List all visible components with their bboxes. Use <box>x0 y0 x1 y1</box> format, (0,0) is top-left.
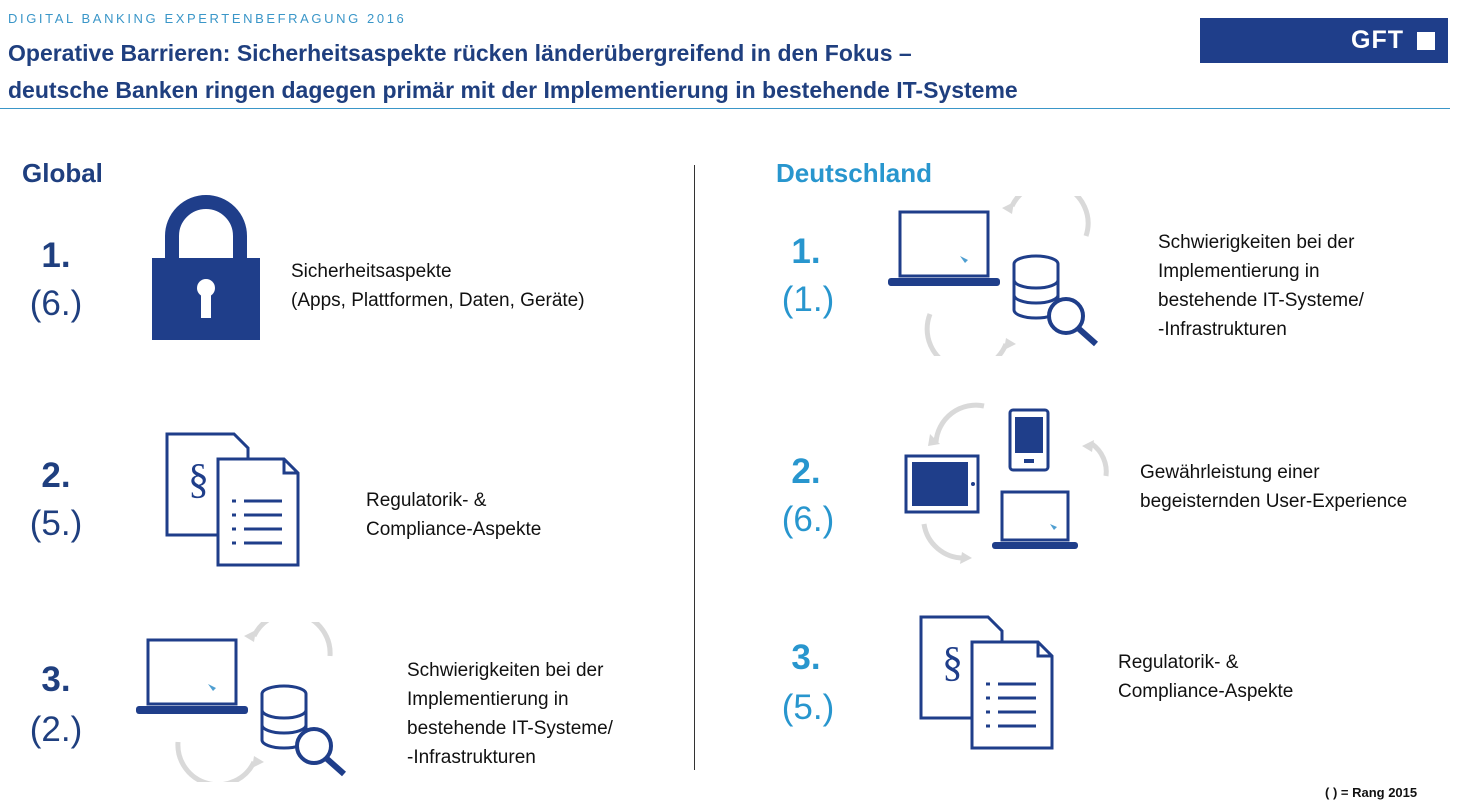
text-line: Regulatorik- & <box>1118 652 1239 673</box>
text-line: Compliance-Aspekte <box>1118 681 1294 702</box>
page-title-line-1: Operative Barrieren: Sicherheitsaspekte rücken länderübergreifend in den Fokus – <box>8 40 912 66</box>
lock-icon <box>150 192 262 342</box>
multi-device-icon <box>900 400 1115 570</box>
germany-item-2-text <box>1140 458 1407 516</box>
text-line: Sicherheitsaspekte <box>291 261 452 282</box>
global-prev-rank-3: (2.) <box>29 710 83 749</box>
germany-rank-1: 1. <box>791 232 821 271</box>
text-line: Compliance-Aspekte <box>366 519 542 540</box>
text-line: Regulatorik- & <box>366 490 487 511</box>
global-prev-rank-1: (6.) <box>29 284 83 323</box>
page-title <box>8 35 1018 109</box>
report-kicker: DIGITAL BANKING EXPERTENBEFRAGUNG 2016 <box>8 11 407 26</box>
documents-paragraph-icon <box>918 614 1058 754</box>
germany-prev-rank-2: (6.) <box>781 500 835 539</box>
page-title-line-2: deutsche Banken ringen dagegen primär mit der Implementierung in bestehende IT-Systeme <box>8 77 1018 103</box>
germany-heading: Deutschland <box>776 158 933 188</box>
text-line: Gewährleistung einer <box>1140 462 1320 483</box>
text-line: Implementierung in <box>407 689 569 710</box>
gft-logo <box>1200 18 1448 63</box>
text-line: begeisternden User-Experience <box>1140 491 1408 512</box>
laptop-database-search-icon <box>886 196 1101 356</box>
text-line: Schwierigkeiten bei der <box>407 660 604 681</box>
germany-item-1-text <box>1158 228 1364 344</box>
global-item-2-text <box>366 486 541 544</box>
global-rank-3: 3. <box>41 660 71 699</box>
global-rank-1: 1. <box>41 236 71 275</box>
svg-text:§: § <box>188 457 209 503</box>
logo-text: GFT <box>1351 26 1404 54</box>
text-line: -Infrastrukturen <box>407 747 536 768</box>
text-line: bestehende IT-Systeme/ <box>1158 290 1364 311</box>
germany-prev-rank-3: (5.) <box>781 688 835 727</box>
germany-rank-2: 2. <box>791 452 821 491</box>
global-item-3-text <box>407 656 613 772</box>
text-line: Implementierung in <box>1158 261 1320 282</box>
germany-item-3-text <box>1118 648 1293 706</box>
header-rule <box>0 108 1450 109</box>
global-item-1-text <box>291 257 585 315</box>
text-line: Schwierigkeiten bei der <box>1158 232 1355 253</box>
germany-rank-3: 3. <box>791 638 821 677</box>
germany-prev-rank-1: (1.) <box>781 280 835 319</box>
logo-square-icon <box>1417 32 1435 50</box>
documents-paragraph-icon <box>164 431 304 571</box>
column-divider <box>694 165 695 770</box>
text-line: (Apps, Plattformen, Daten, Geräte) <box>291 290 585 311</box>
footnote: ( ) = Rang 2015 <box>1325 785 1418 800</box>
text-line: bestehende IT-Systeme/ <box>407 718 613 739</box>
svg-text:§: § <box>942 640 963 686</box>
global-prev-rank-2: (5.) <box>29 504 83 543</box>
global-heading: Global <box>22 158 103 188</box>
text-line: -Infrastrukturen <box>1158 319 1287 340</box>
global-rank-2: 2. <box>41 456 71 495</box>
laptop-database-search-icon <box>134 622 349 782</box>
